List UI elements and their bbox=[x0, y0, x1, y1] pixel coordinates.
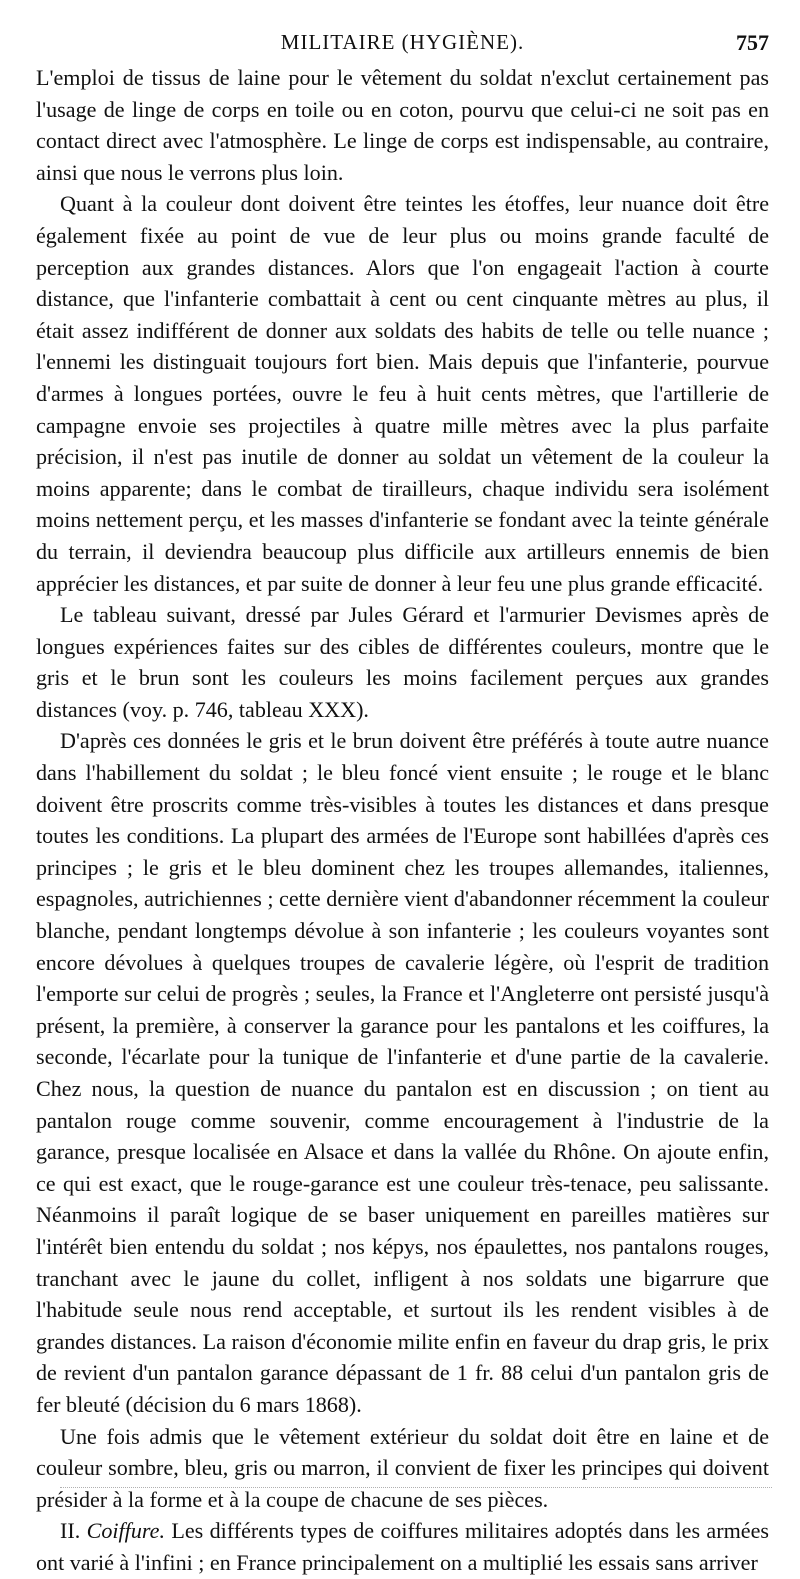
section-heading: Coiffure. bbox=[86, 1518, 165, 1544]
running-title: MILITAIRE (HYGIÈNE). bbox=[280, 30, 525, 54]
section-text: Les différents types de coiffures militaires adoptés dans les armées ont varié à l'infini ; en France principalement on a multiplié les essais sans arriver bbox=[36, 1518, 769, 1575]
page-number: 757 bbox=[736, 30, 769, 55]
paragraph-coiffure bbox=[36, 1515, 769, 1578]
paragraph-gris-brun: D'après ces données le gris et le brun doivent être préférés à toute autre nuance dans l'habillement du soldat ; le bleu foncé vient ensuite ; le rouge et le blanc doivent être proscrits comme très-visibles à toutes les distances et dans presque toutes les conditions. La plupart des armées de l'Europe sont habillées d'après ces principes ; le gris et le bleu dominent chez les troupes allemandes, italiennes, espagnoles, autrichiennes ; cette dernière vient d'abandonner récemment la couleur blanche, pendant longtemps dévolue à son infanterie ; les couleurs voyantes sont encore dévolues à quelques troupes de cavalerie légère, où l'esprit de tradition l'emporte sur celui de progrès ; seules, la France et l'Angleterre ont persisté jusqu'à présent, la première, à conserver la garance pour les pantalons et les coiffures, la seconde, l'écarlate pour la tunique de l'infanterie et d'une partie de la cavalerie. Chez nous, la question de nuance du pantalon est en discussion ; on tient au pantalon rouge comme souvenir, comme encouragement à l'industrie de la garance, presque localisée en Alsace et dans la vallée du Rhône. On ajoute enfin, ce qui est exact, que le rouge-garance est une couleur très-tenace, peu salissante. Néanmoins il paraît logique de se baser uniquement en pareilles matières sur l'intérêt bien entendu du soldat ; nos képys, nos épaulettes, nos pantalons rouges, tranchant avec le jaune du collet, infligent à nos soldats une bigarrure que l'habitude seule nous rend acceptable, et surtout ils les rendent visibles à de grandes distances. La raison d'économie milite enfin en faveur du drap gris, le prix de revient d'un pantalon garance dépassant de 1 fr. 88 celui d'un pantalon gris de fer bleuté (décision du 6 mars 1868). bbox=[36, 728, 769, 1417]
paragraph-couleur-etoffes: Quant à la couleur dont doivent être teintes les étoffes, leur nuance doit être également fixée au point de vue de leur plus ou moins grande faculté de perception aux grandes distances. Alors que l'on engageait l'action à courte distance, que l'infanterie combattait à cent ou cent cinquante mètres au plus, il était assez indifférent de donner aux soldats des habits de telle ou telle nuance ; l'ennemi les distinguait toujours fort bien. Mais depuis que l'infanterie, pourvue d'armes à longues portées, ouvre le feu à huit cents mètres, que l'artillerie de campagne envoie ses projectiles à quatre mille mètres avec la plus parfaite précision, il n'est pas inutile de donner au soldat un vêtement de la couleur la moins apparente; dans le combat de tirailleurs, chaque individu sera isolément moins nettement perçu, et les masses d'infanterie se fondant avec la teinte générale du terrain, il deviendra beaucoup plus difficile aux artilleurs ennemis de bien apprécier les distances, et par suite de donner à leur feu une plus grande efficacité. bbox=[36, 191, 769, 596]
section-number: II. bbox=[60, 1518, 81, 1544]
page-header bbox=[36, 30, 769, 60]
page-body bbox=[36, 62, 769, 1579]
paragraph-linge-de-corps: L'emploi de tissus de laine pour le vêtement du soldat n'exclut certainement pas l'usage de linge de corps en toile ou en coton, pourvu que celui-ci ne soit pas en contact direct avec l'atmosphère. Le linge de corps est indispensable, au contraire, ainsi que nous le verrons plus loin. bbox=[36, 65, 769, 185]
footer-dotted-rule bbox=[60, 1487, 772, 1488]
paragraph-vetement-exterieur: Une fois admis que le vêtement extérieur du soldat doit être en laine et de couleur sombre, bleu, gris ou marron, il convient de fixer les principes qui doivent présider à la forme et à la coupe de chacune de ses pièces. bbox=[36, 1423, 769, 1512]
paragraph-tableau-gerard: Le tableau suivant, dressé par Jules Gérard et l'armurier Devismes après de longues expériences faites sur des cibles de différentes couleurs, montre que le gris et le brun sont les couleurs les moins facilement perçues aux grandes distances (voy. p. 746, tableau XXX). bbox=[36, 602, 769, 722]
